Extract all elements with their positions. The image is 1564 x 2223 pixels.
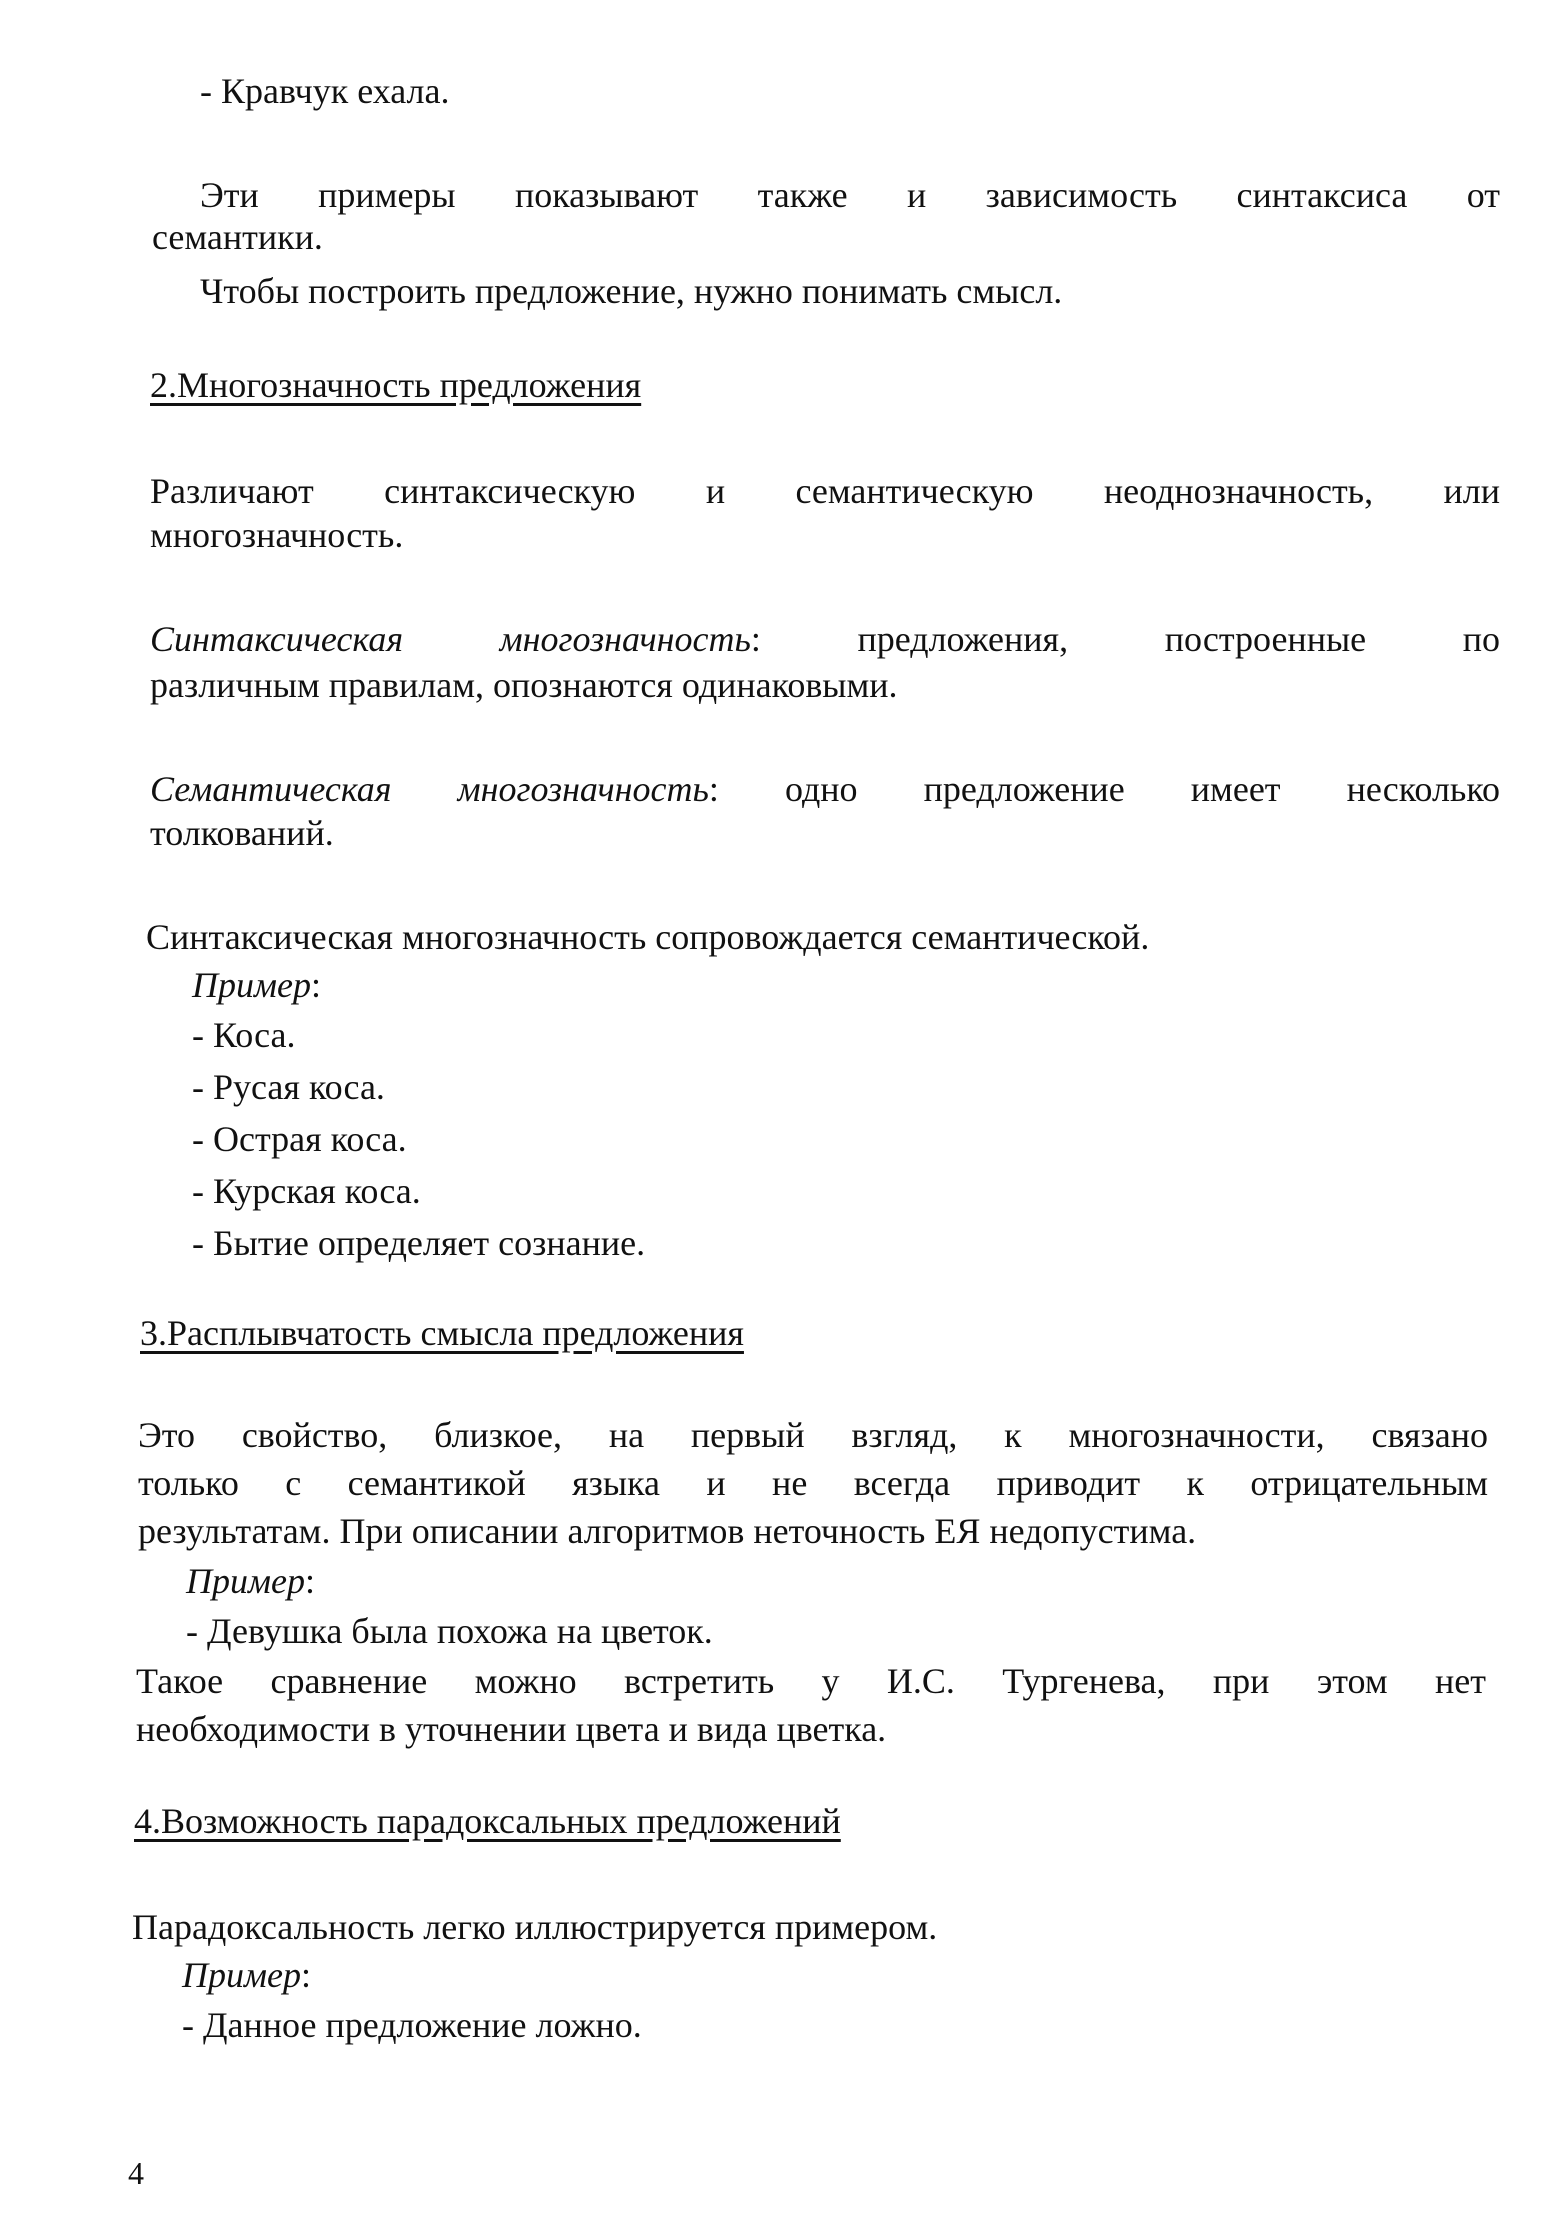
section-heading: 2.Многозначность предложения	[150, 365, 642, 405]
example-item: - Курская коса.	[192, 1171, 421, 1211]
example-item: - Коса.	[192, 1015, 296, 1055]
paragraph: Чтобы построить предложение, нужно понимать смысл.	[200, 271, 1063, 311]
example-item: - Острая коса.	[192, 1119, 407, 1159]
page-number: 4	[128, 2155, 144, 2191]
example-label: Пример:	[182, 1955, 311, 1995]
definition-line	[150, 614, 1500, 664]
paragraph-line: Такое сравнение можно встретить у И.С. Тургенева, при этом нет	[136, 1661, 1486, 1701]
paragraph-line: Это свойство, близкое, на первый взгляд, к многозначности, связано	[138, 1415, 1488, 1455]
definition-text: : предложения, построенные по	[750, 619, 1500, 659]
section-heading: 4.Возможность парадоксальных предложений	[134, 1801, 841, 1841]
paragraph-line: необходимости в уточнении цвета и вида цветка.	[136, 1709, 887, 1749]
example-item: - Девушка была похожа на цветок.	[186, 1611, 713, 1651]
example-item: - Русая коса.	[192, 1067, 385, 1107]
example-item: - Данное предложение ложно.	[182, 2005, 642, 2045]
definition-line: толкований.	[150, 813, 334, 853]
definition-line: различным правилам, опознаются одинаковыми.	[150, 665, 898, 705]
example-line: - Кравчук ехала.	[200, 71, 450, 111]
term-syntactic: Синтаксическая многозначность	[150, 619, 751, 659]
example-item: - Бытие определяет сознание.	[192, 1223, 646, 1263]
example-label: Пример:	[186, 1561, 315, 1601]
example-label: Пример:	[192, 965, 321, 1005]
term-semantic: Семантическая многозначность	[150, 769, 709, 809]
section-heading: 3.Расплывчатость смысла предложения	[140, 1313, 744, 1353]
definition-line	[150, 764, 1500, 814]
paragraph: Парадоксальность легко иллюстрируется примером.	[132, 1907, 938, 1947]
paragraph-line: Различают синтаксическую и семантическую неоднозначность, или	[150, 471, 1500, 511]
paragraph-line: семантики.	[152, 217, 323, 257]
paragraph-line: результатам. При описании алгоритмов неточность ЕЯ недопустима.	[138, 1511, 1197, 1551]
paragraph: Синтаксическая многозначность сопровождается семантической.	[146, 917, 1150, 957]
paragraph-line: только с семантикой языка и не всегда приводит к отрицательным	[138, 1463, 1488, 1503]
paragraph-line: Эти примеры показывают также и зависимость синтаксиса от	[200, 175, 1500, 215]
paragraph-line: многозначность.	[150, 515, 404, 555]
definition-text: : одно предложение имеет несколько	[708, 769, 1500, 809]
